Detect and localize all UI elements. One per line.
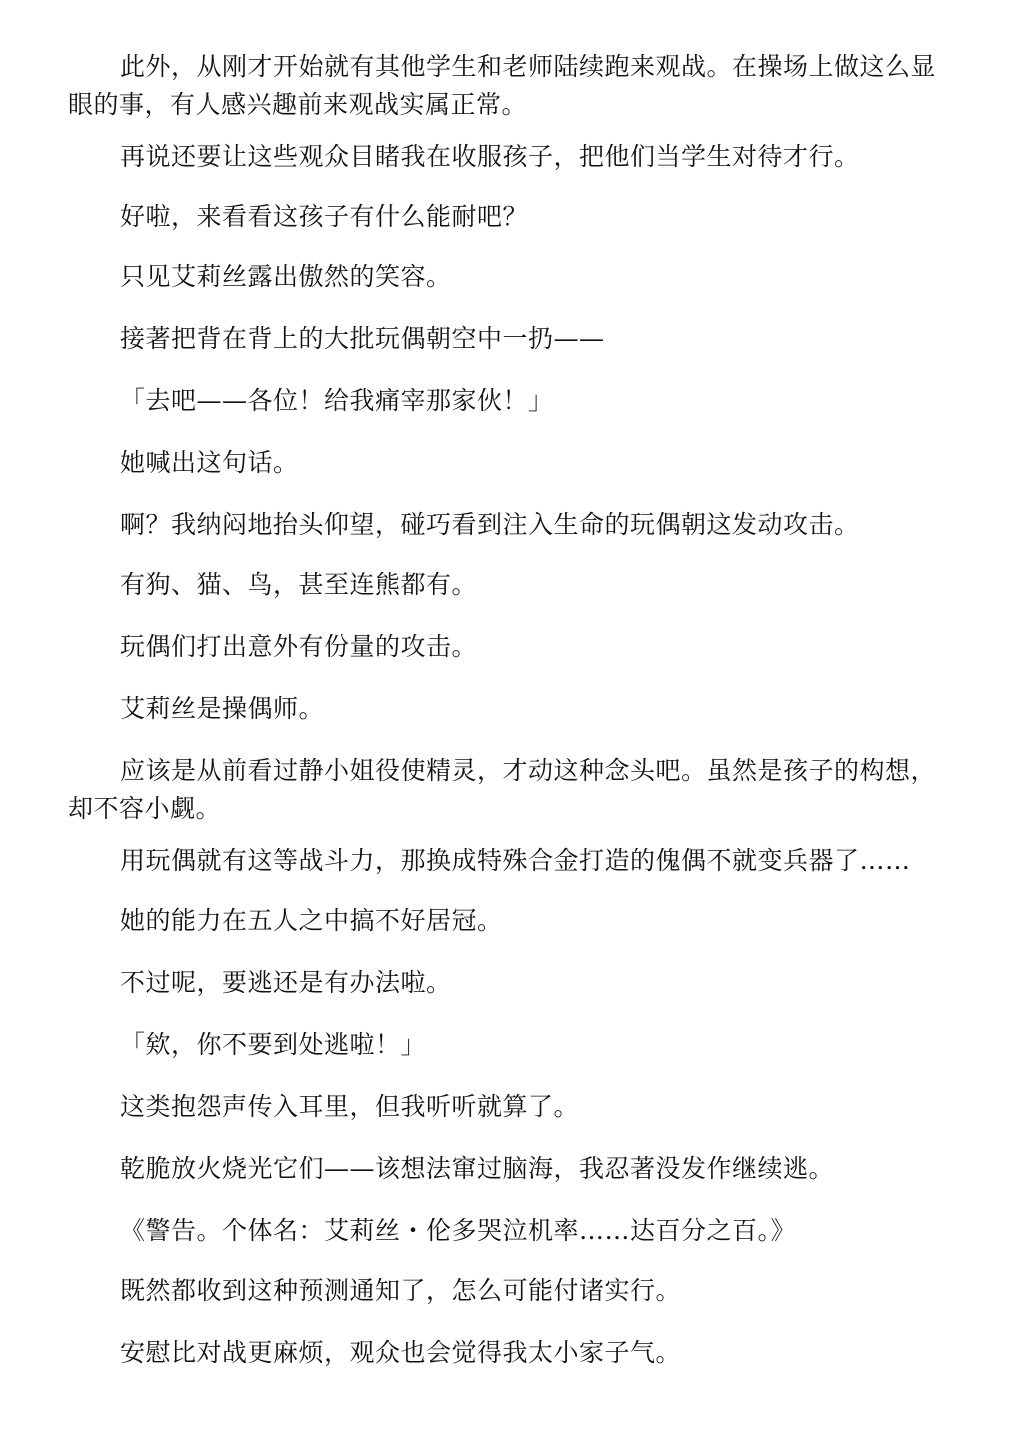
paragraph: 「去吧——各位！给我痛宰那家伙！」 bbox=[120, 386, 554, 415]
paragraph: 「欸，你不要到处逃啦！」 bbox=[120, 1030, 427, 1059]
paragraph: 用玩偶就有这等战斗力，那换成特殊合金打造的傀偶不就变兵器了…… bbox=[120, 846, 911, 875]
paragraph: 《警告。个体名：艾莉丝・伦多哭泣机率……达百分之百。》 bbox=[120, 1216, 797, 1245]
paragraph: 玩偶们打出意外有份量的攻击。 bbox=[120, 632, 478, 661]
paragraph: 艾莉丝是操偶师。 bbox=[120, 694, 325, 723]
paragraph: 应该是从前看过静小姐役使精灵，才动这种念头吧。虽然是孩子的构想，却不容小觑。 bbox=[68, 756, 937, 823]
paragraph: 接著把背在背上的大批玩偶朝空中一扔—— bbox=[120, 324, 605, 353]
paragraph: 乾脆放火烧光它们——该想法窜过脑海，我忍著没发作继续逃。 bbox=[120, 1154, 835, 1183]
paragraph: 只见艾莉丝露出傲然的笑容。 bbox=[120, 262, 452, 291]
paragraph: 不过呢，要逃还是有办法啦。 bbox=[120, 968, 452, 997]
paragraph: 她的能力在五人之中搞不好居冠。 bbox=[120, 906, 503, 935]
paragraph: 安慰比对战更麻烦，观众也会觉得我太小家子气。 bbox=[120, 1338, 682, 1367]
paragraph: 啊？我纳闷地抬头仰望，碰巧看到注入生命的玩偶朝这发动攻击。 bbox=[120, 510, 860, 539]
paragraph: 好啦，来看看这孩子有什么能耐吧？ bbox=[120, 202, 529, 231]
paragraph: 既然都收到这种预测通知了，怎么可能付诸实行。 bbox=[120, 1276, 682, 1305]
paragraph: 这类抱怨声传入耳里，但我听听就算了。 bbox=[120, 1092, 580, 1121]
paragraph: 她喊出这句话。 bbox=[120, 448, 299, 477]
paragraph: 有狗、猫、鸟，甚至连熊都有。 bbox=[120, 570, 478, 599]
paragraph: 再说还要让这些观众目睹我在收服孩子，把他们当学生对待才行。 bbox=[120, 142, 860, 171]
paragraph: 此外，从刚才开始就有其他学生和老师陆续跑来观战。在操场上做这么显眼的事，有人感兴趣前来观战实属正常。 bbox=[68, 52, 937, 119]
